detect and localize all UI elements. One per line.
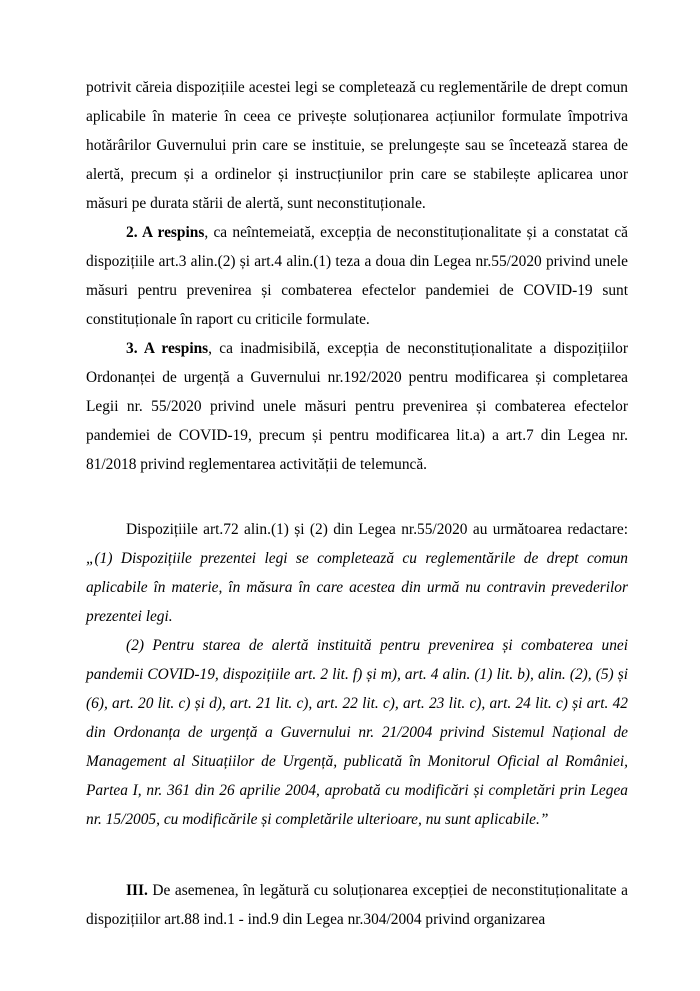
paragraph-5-quote: (2) Pentru starea de alertă instituită pentru prevenirea și combaterea unei pandemii COVID-19, dispozițiile art. 2 lit. f) și m), art. 4 alin. (1) lit. b), alin. (2), (5) și (6), art. 20 lit. c) și d), art. 21 lit. c), art. 22 lit. c), art. 23 lit. c), art. 24 lit. c) și art. 42 din Ordonanța de urgență a Guvernului nr. 21/2004 privind Sistemul Național de Management al Situațiilor de Urgență, publicată în Monitorul Oficial al României, Partea I, nr. 361 din 26 aprilie 2004, aprobată cu modificări și completări prin Legea nr. 15/2005, cu modificările și completările ulterioare, nu sunt aplicabile.” — [86, 637, 628, 828]
paragraph-3-heading: 3. A respins — [126, 340, 209, 357]
paragraph-6-heading: III. — [126, 882, 148, 899]
paragraph-6-text: De asemenea, în legătură cu soluționarea excepției de neconstituționalitate a dispozițiilor art.88 ind.1 - ind.9 din Legea nr.304/2004 privind organizarea — [86, 882, 628, 928]
paragraph-4 — [86, 515, 628, 631]
paragraph-4-quote: „(1) Dispozițiile prezentei legi se completează cu reglementările de drept comun aplicabile în materie, în măsura în care acestea din urmă nu contravin prevederilor prezentei legi. — [86, 550, 628, 625]
paragraph-5 — [86, 631, 628, 834]
paragraph-3 — [86, 334, 628, 479]
paragraph-1: potrivit căreia dispozițiile acestei legi se completează cu reglementările de drept comun aplicabile în materie în ceea ce privește soluționarea acțiunilor formulate împotriva hotărârilor Guvernului prin care se instituie, se prelungește sau se încetează starea de alertă, precum și a ordinelor și instrucțiunilor prin care se stabilește aplicarea unor măsuri pe durata stării de alertă, sunt neconstituționale. — [86, 79, 628, 212]
paragraph-2 — [86, 218, 628, 334]
paragraph-2-heading: 2. A respins — [126, 224, 205, 241]
paragraph-4-text: Dispozițiile art.72 alin.(1) și (2) din Legea nr.55/2020 au următoarea redactare: — [126, 521, 628, 538]
paragraph-3-text: , ca inadmisibilă, excepția de neconstituționalitate a dispozițiilor Ordonanței de urgență a Guvernului nr.192/2020 pentru modificarea și completarea Legii nr. 55/2020 privind unele măsuri pentru prevenirea și combaterea efectelor pandemiei de COVID-19, precum și pentru modificarea lit.a) a art.7 din Legea nr. 81/2018 privind reglementarea activității de telemuncă. — [86, 340, 628, 473]
paragraph-6 — [86, 876, 628, 934]
paragraph-2-text: , ca neîntemeiată, excepția de neconstituționalitate și a constatat că dispozițiile art.3 alin.(2) și art.4 alin.(1) teza a doua din Legea nr.55/2020 privind unele măsuri pentru prevenirea și combaterea efectelor pandemiei de COVID-19 sunt constituționale în raport cu criticile formulate. — [86, 224, 628, 328]
